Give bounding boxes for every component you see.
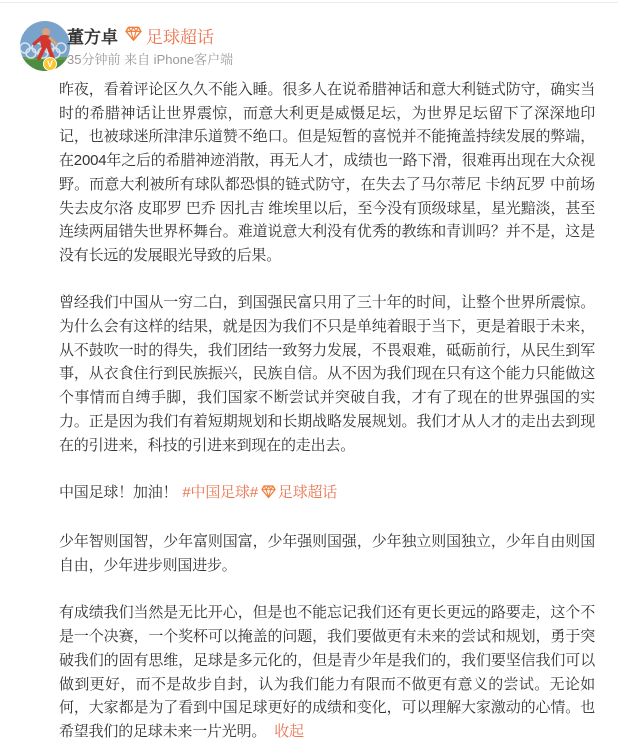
supertopic-gem-icon bbox=[125, 25, 142, 47]
header-supertopic-label: 足球超话 bbox=[146, 28, 214, 47]
supertopic-gem-icon bbox=[261, 483, 276, 507]
username-link[interactable]: 董方卓 bbox=[67, 28, 118, 47]
post-cta-text: 中国足球！加油！ bbox=[59, 483, 178, 501]
post-paragraph: 曾经我们中国从一穷二白，到国强民富只用了三十年的时间，让整个世界所震惊。为什么会有这样的结果，就是因为我们不只是单纯着眼于当下，更是着眼于未来，从不鼓吹一时的得失，我们团结一致努力发展，不畏艰难，砥砺前行，从民生到军事，从衣食住行到民族振兴，民族自信。从不因为我们现在只有这个能力只能做这个事情而自缚手脚，我们国家不断尝试并突破自我，才有了现在的世界强国的实力。正是因为我们有着短期规划和长期战略发展规划。我们才从人才的走出去到现在的引进来，科技的引进来到现在的走出去。 bbox=[59, 294, 595, 454]
post-paragraph bbox=[59, 601, 595, 743]
post-content bbox=[59, 78, 595, 744]
post-paragraph: 昨夜，看着评论区久久不能入睡。很多人在说希腊神话和意大利链式防守，确实当时的希腊神话让世界震惊，而意大利更是威慑足坛，为世界足坛留下了深深地印记，也被球迷所津津乐道赞不绝口。但是短暂的喜悦并不能掩盖持续发展的弊端，在2004年之后的希腊神迹消散，再无人才，成绩也一路下滑，很难再出现在大众视野。而意大利被所有球队都恐惧的链式防守，在失去了马尔蒂尼 卡纳瓦罗 中前场失去皮尔洛 皮耶罗 巴乔 因扎吉 维埃里以后，至今没有顶级球星，星光黯淡，甚至连续两届错失世界杯舞台。难道说意大利没有优秀的教练和青训吗？并不是，这是没有长远的发展眼光导致的后果。 bbox=[59, 81, 595, 264]
header-supertopic-link[interactable] bbox=[125, 23, 214, 48]
post-cta-line bbox=[59, 481, 595, 507]
hashtag-link[interactable]: #中国足球# bbox=[182, 483, 258, 501]
card-top-divider bbox=[0, 2, 618, 3]
collapse-link[interactable]: 收起 bbox=[274, 722, 304, 740]
post-meta: 35分钟前 来自 iPhone客户端 bbox=[67, 52, 234, 67]
post-paragraph: 少年智则国智，少年富则国富，少年强则国强，少年独立则国独立，少年自由则国自由，少年进步则国进步。 bbox=[59, 533, 595, 575]
verified-badge-icon: V bbox=[43, 57, 57, 71]
post-paragraph-text: 有成绩我们当然是无比开心，但是也不能忘记我们还有更长更远的路要走，这个不是一个决赛，一个奖杯可以掩盖的问题，我们要做更有未来的尝试和规划，勇于突破我们的固有思维，足球是多元化的，但是青少年是我们的，我们要坚信我们可以做到更好，而不是故步自封，认为我们能力有限而不做更有意义的尝试。无论如何，大家都是为了看到中国足球更好的成绩和变化，可以理解大家激动的心情。也希望我们的足球未来一片光明。 bbox=[59, 604, 595, 740]
post-header bbox=[67, 23, 214, 48]
cta-supertopic-link[interactable]: 足球超话 bbox=[277, 483, 338, 501]
